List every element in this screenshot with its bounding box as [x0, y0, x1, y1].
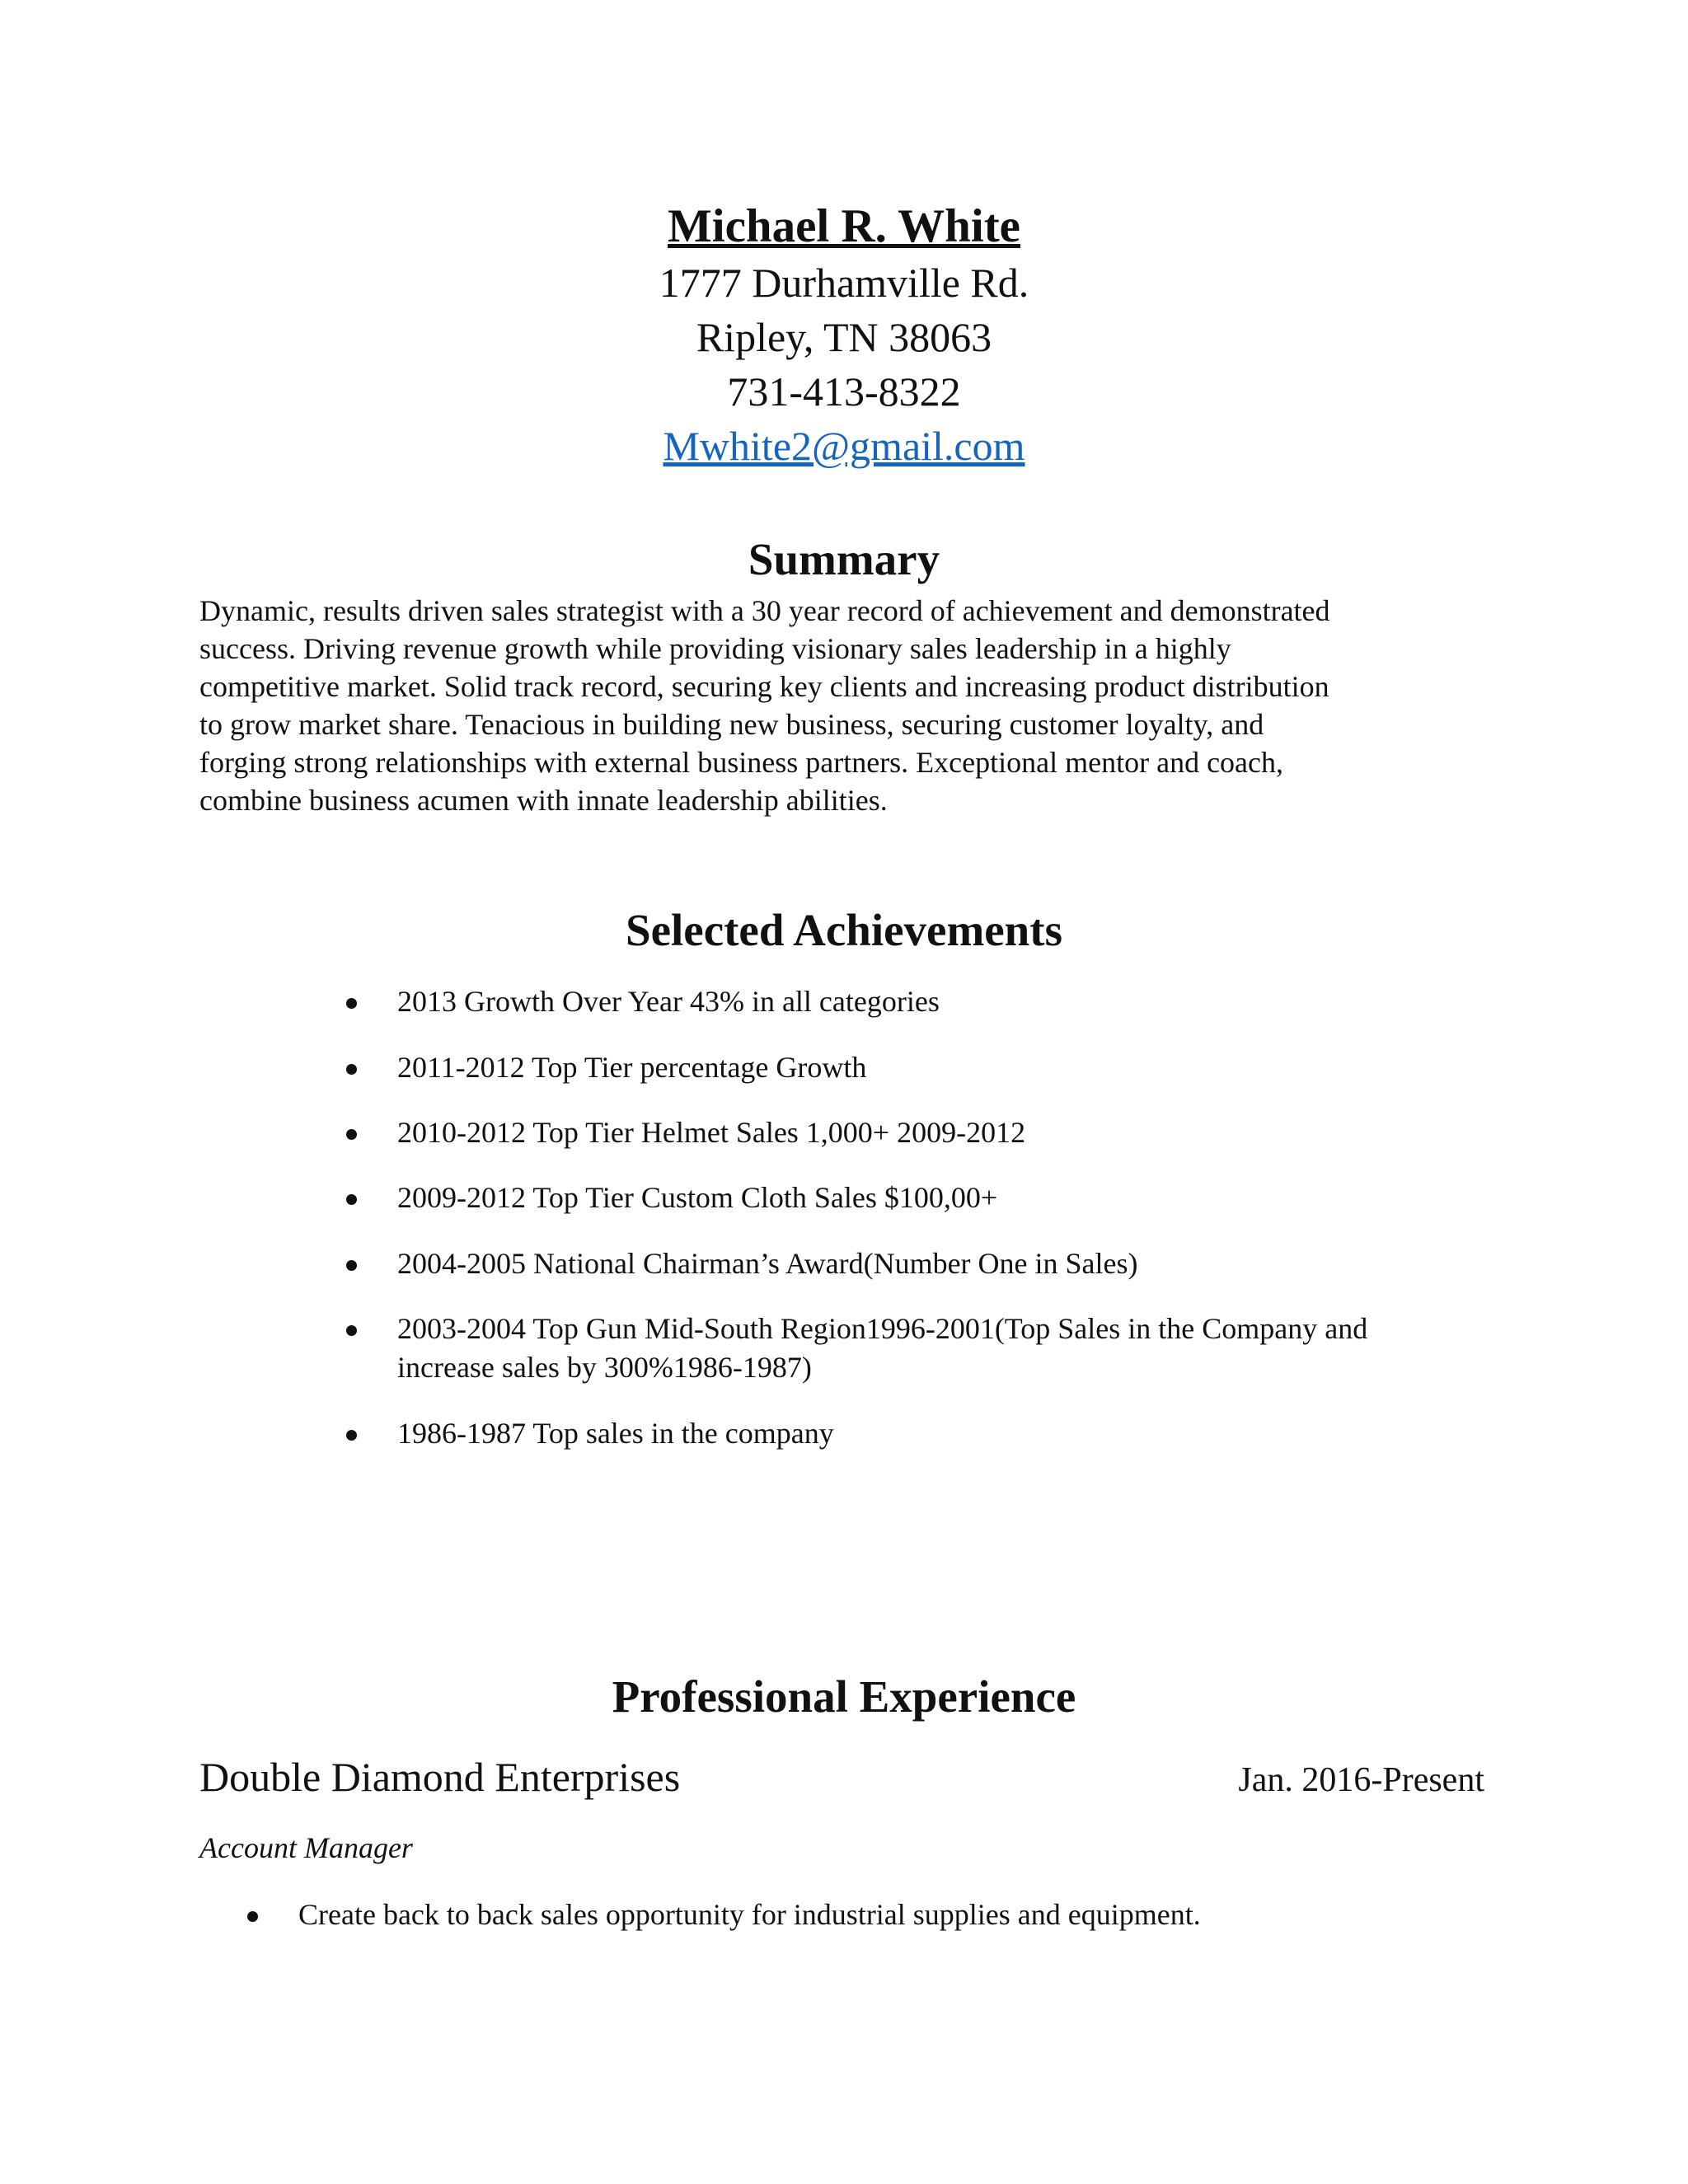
achievement-text: 2010-2012 Top Tier Helmet Sales 1,000+ 2009-2012 — [397, 1116, 1026, 1149]
summary-line: Dynamic, results driven sales strategist with a 30 year record of achievement and demonstrated — [199, 594, 1330, 627]
summary-line: combine business acumen with innate leadership abilities. — [199, 784, 888, 817]
achievement-text: 2004-2005 National Chairman’s Award(Number One in Sales) — [397, 1247, 1138, 1280]
summary-line: to grow market share. Tenacious in building new business, securing customer loyalty, and — [199, 708, 1264, 741]
summary-line: success. Driving revenue growth while providing visionary sales leadership in a highly — [199, 632, 1231, 665]
summary-paragraph — [199, 592, 1502, 819]
achievement-text: 2011-2012 Top Tier percentage Growth — [397, 1051, 867, 1084]
achievement-text: 2013 Growth Over Year 43% in all categories — [397, 985, 940, 1018]
achievement-text: increase sales by 300%1986-1987) — [397, 1351, 812, 1384]
bullet-icon — [346, 1325, 357, 1336]
summary-line: forging strong relationships with external business partners. Exceptional mentor and coach, — [199, 746, 1284, 779]
bullet-icon — [346, 998, 357, 1009]
achievements-heading: Selected Achievements — [626, 905, 1062, 955]
bullet-icon — [346, 1430, 357, 1441]
job-title: Account Manager — [199, 1831, 413, 1864]
achievement-text: 1986-1987 Top sales in the company — [397, 1417, 834, 1450]
bullet-icon — [346, 1064, 357, 1075]
bullet-icon — [346, 1129, 357, 1140]
candidate-name: Michael R. White — [668, 200, 1020, 252]
bullet-icon — [247, 1911, 258, 1922]
bullet-icon — [346, 1260, 357, 1271]
bullet-icon — [346, 1194, 357, 1205]
address-line-1: 1777 Durhamville Rd. — [659, 260, 1029, 306]
achievement-text: 2003-2004 Top Gun Mid-South Region1996-2001(Top Sales in the Company and — [397, 1312, 1368, 1345]
duty-text: Create back to back sales opportunity for industrial supplies and equipment. — [298, 1898, 1201, 1931]
achievement-text: 2009-2012 Top Tier Custom Cloth Sales $100,00+ — [397, 1181, 998, 1214]
address-line-2: Ripley, TN 38063 — [696, 314, 992, 360]
employment-dates: Jan. 2016-Present — [1238, 1761, 1484, 1799]
summary-heading: Summary — [748, 534, 940, 584]
phone-number: 731-413-8322 — [727, 368, 961, 415]
summary-line: competitive market. Solid track record, securing key clients and increasing product distribution — [199, 670, 1329, 703]
experience-heading: Professional Experience — [612, 1671, 1076, 1722]
company-name: Double Diamond Enterprises — [199, 1754, 681, 1800]
email-link[interactable]: Mwhite2@gmail.com — [663, 423, 1025, 469]
